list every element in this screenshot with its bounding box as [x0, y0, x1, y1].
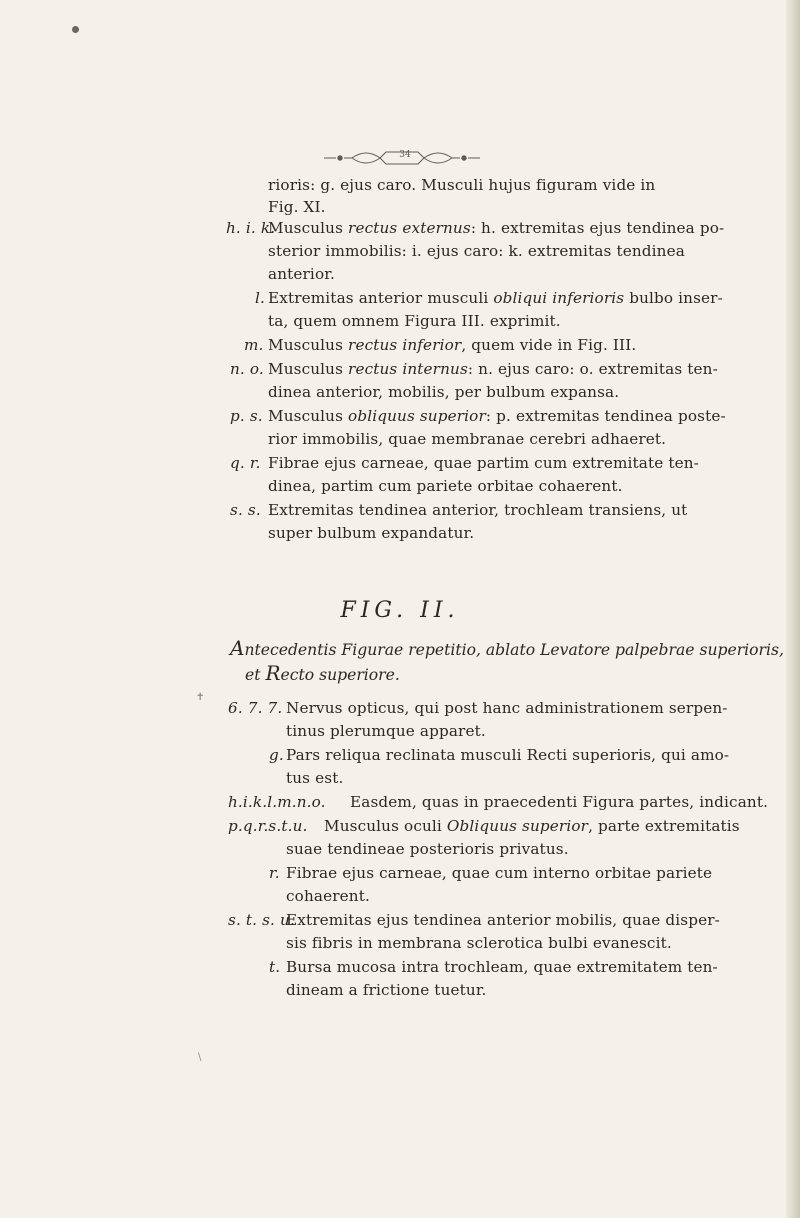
- entry-label: s. s.: [230, 501, 261, 519]
- entry-line: rior immobilis, quae membranae cerebri adhaeret.: [268, 430, 667, 448]
- entry-line: tinus plerumque apparet.: [286, 722, 486, 740]
- continuation-line-1: rioris: g. ejus caro. Musculi hujus figuram vide in: [268, 176, 656, 194]
- entry-line: Extremitas ejus tendinea anterior mobilis, quae disper-: [286, 911, 720, 929]
- entry-label: p.q.r.s.t.u.: [228, 817, 308, 835]
- entry-label: h.i.k.l.m.n.o.: [228, 793, 326, 811]
- page-number: 34: [399, 150, 411, 160]
- entry-line: dinea, partim cum pariete orbitae cohaerent.: [268, 477, 623, 495]
- entry-line: Bursa mucosa intra trochleam, quae extremitatem ten-: [286, 958, 718, 976]
- margin-mark: \: [198, 1052, 202, 1063]
- entry-line: tus est.: [286, 769, 344, 787]
- entry-line: Musculus rectus internus: n. ejus caro: o. extremitas ten-: [268, 360, 718, 378]
- entry-line: Pars reliqua reclinata musculi Recti superioris, qui amo-: [286, 746, 730, 764]
- entry-line: Fibrae ejus carneae, quae partim cum extremitate ten-: [268, 454, 699, 472]
- entry-label: p. s.: [230, 407, 263, 425]
- entry-line: ta, quem omnem Figura III. exprimit.: [268, 312, 561, 330]
- entry-line: sterior immobilis: i. ejus caro: k. extremitas tendinea: [268, 242, 685, 260]
- entry-line: suae tendineae posterioris privatus.: [286, 840, 569, 858]
- entry-line: Musculus obliquus superior: p. extremitas tendinea poste-: [268, 407, 726, 425]
- scan-speck: [72, 26, 79, 33]
- entry-line: Musculus rectus externus: h. extremitas ejus tendinea po-: [268, 219, 725, 237]
- entry-line: sis fibris in membrana sclerotica bulbi evanescit.: [286, 934, 672, 952]
- entry-line: Musculus oculi Obliquus superior, parte extremitatis: [324, 817, 740, 835]
- entry-line: Fibrae ejus carneae, quae cum interno orbitae pariete: [286, 864, 713, 882]
- entry-line: Extremitas tendinea anterior, trochleam transiens, ut: [268, 501, 688, 519]
- entry-line: cohaerent.: [286, 887, 370, 905]
- entry-line: anterior.: [268, 265, 335, 283]
- figure-subtitle-line-2: et Recto superiore.: [245, 661, 400, 685]
- figure-subtitle-line-1: Antecedentis Figurae repetitio, ablato Levatore palpebrae superioris,: [230, 636, 784, 660]
- entry-line: Musculus rectus inferior, quem vide in Fig. III.: [268, 336, 637, 354]
- entry-line: Extremitas anterior musculi obliqui inferioris bulbo inser-: [268, 289, 723, 307]
- entry-line: Nervus opticus, qui post hanc administrationem serpen-: [286, 699, 728, 717]
- entry-label: l.: [255, 289, 265, 307]
- figure-heading: FIG. II.: [340, 598, 460, 623]
- entry-label: n. o.: [230, 360, 264, 378]
- entry-line: super bulbum expandatur.: [268, 524, 475, 542]
- entry-label: g.: [269, 746, 284, 764]
- entry-label: m.: [244, 336, 264, 354]
- entry-label: t.: [269, 958, 281, 976]
- continuation-line-2: Fig. XI.: [268, 198, 326, 216]
- entry-label: r.: [269, 864, 280, 882]
- entry-line: Easdem, quas in praecedenti Figura partes, indicant.: [350, 793, 769, 811]
- entry-label: 6. 7. 7.: [228, 699, 283, 717]
- entry-label: q. r.: [230, 454, 261, 472]
- entry-label: s. t. s. u.: [228, 911, 295, 929]
- entry-label: h. i. k.: [226, 219, 276, 237]
- entry-line: dinea anterior, mobilis, per bulbum expansa.: [268, 383, 620, 401]
- entry-line: dineam a frictione tuetur.: [286, 981, 487, 999]
- margin-mark: ✝: [196, 692, 205, 703]
